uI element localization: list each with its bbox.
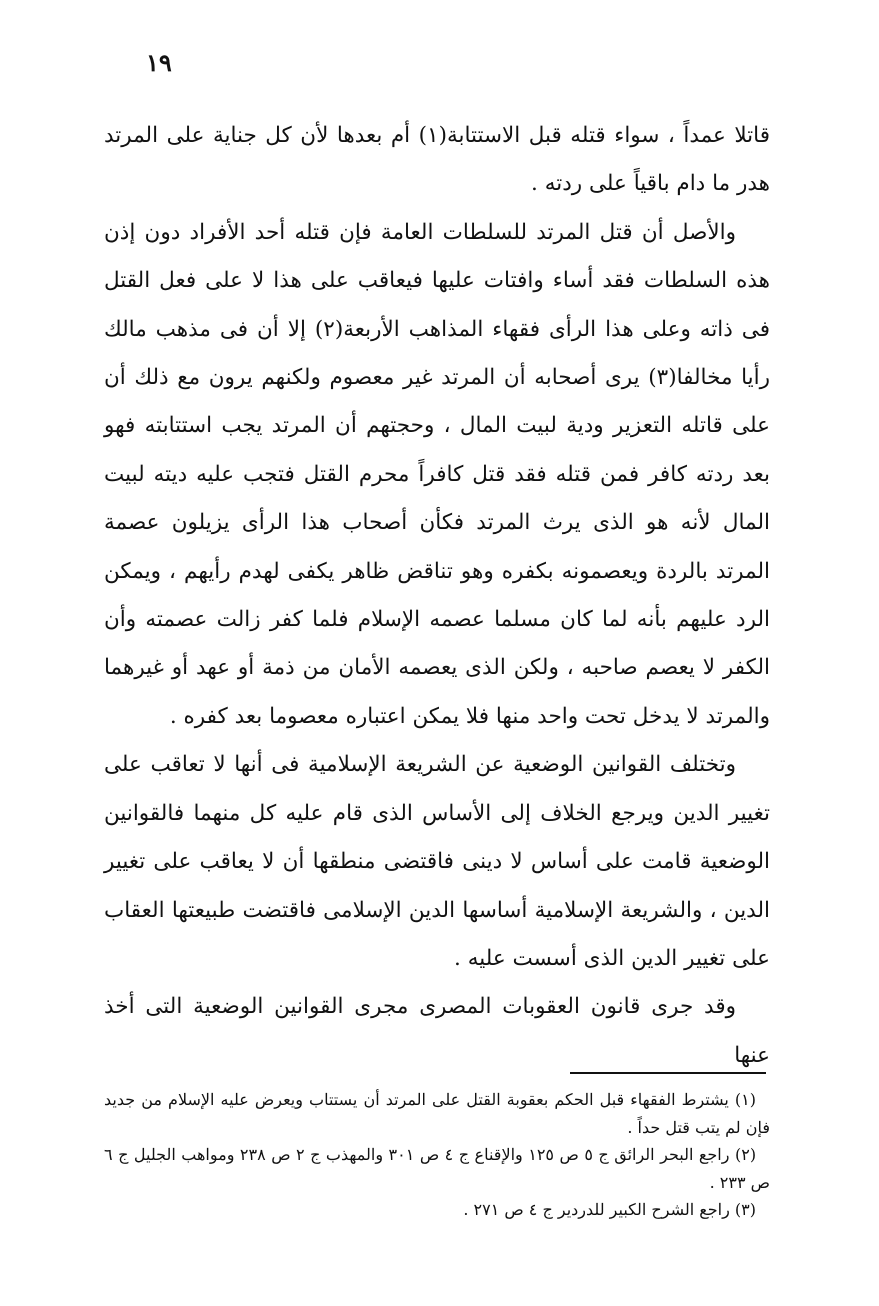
footnote: (٢) راجع البحر الرائق ج ٥ ص ١٢٥ والإقناع ج ٤ ص ٣٠١ والمهذب ج ٢ ص ٢٣٨ ومواهب الجليل ج ٦ ص ٢٣٣ .: [104, 1145, 770, 1192]
paragraph: قاتلا عمداً ، سواء قتله قبل الاستتابة(١) أم بعدها لأن كل جناية على المرتد هدر ما دام باقياً على ردته .: [104, 123, 770, 197]
body-text: [104, 112, 770, 1080]
footnote: (١) يشترط الفقهاء قبل الحكم بعقوبة القتل على المرتد أن يستتاب ويعرض عليه الإسلام من جديد فإن لم يتب قتل حداً .: [104, 1090, 770, 1137]
paragraph: والأصل أن قتل المرتد للسلطات العامة فإن قتله أحد الأفراد دون إذن هذه السلطات فقد أساء وافتات عليها فيعاقب على هذا لا على فعل القتل فى ذاته وعلى هذا الرأى فقهاء المذاهب الأربعة(٢) إلا أن فى مذهب مالك رأيا مخالفا(٣) يرى أصحابه أن المرتد غير معصوم ولكنهم يرون مع ذلك أن على قاتله التعزير ودية لبيت المال ، وحجتهم أن المرتد يجب استتابته فهو بعد ردته كافر فمن قتله فقد قتل كافراً محرم القتل فتجب عليه ديته لبيت المال لأنه هو الذى يرث المرتد فكأن أصحاب هذا الرأى يزيلون عصمة المرتد بالردة ويعصمونه بكفره وهو تناقض ظاهر يكفى لهدم رأيهم ، ويمكن الرد عليهم بأنه لما كان مسلما عصمه الإسلام فلما كفر زالت عصمته وأن الكفر لا يعصم صاحبه ، ولكن الذى يعصمه الأمان من ذمة أو عهد أو غيرهما والمرتد لا يدخل تحت واحد منها فلا يمكن اعتباره معصوما بعد كفره .: [104, 219, 770, 729]
page-number: ١٩: [146, 48, 172, 77]
footnote: (٣) راجع الشرح الكبير للدردير ج ٤ ص ٢٧١ .: [463, 1200, 756, 1219]
footnotes: [104, 1086, 770, 1224]
paragraph: وقد جرى قانون العقوبات المصرى مجرى القوانين الوضعية التى أخذ عنها: [104, 994, 770, 1068]
footnote-separator: [570, 1072, 766, 1074]
paragraph: وتختلف القوانين الوضعية عن الشريعة الإسلامية فى أنها لا تعاقب على تغيير الدين ويرجع الخلاف إلى الأساس الذى قام عليه كل منهما فالقوانين الوضعية قامت على أساس لا دينى فاقتضى منطقها أن لا يعاقب على تغيير الدين ، والشريعة الإسلامية أساسها الدين الإسلامى فاقتضت طبيعتها العقاب على تغيير الدين الذى أسست عليه .: [104, 752, 770, 971]
